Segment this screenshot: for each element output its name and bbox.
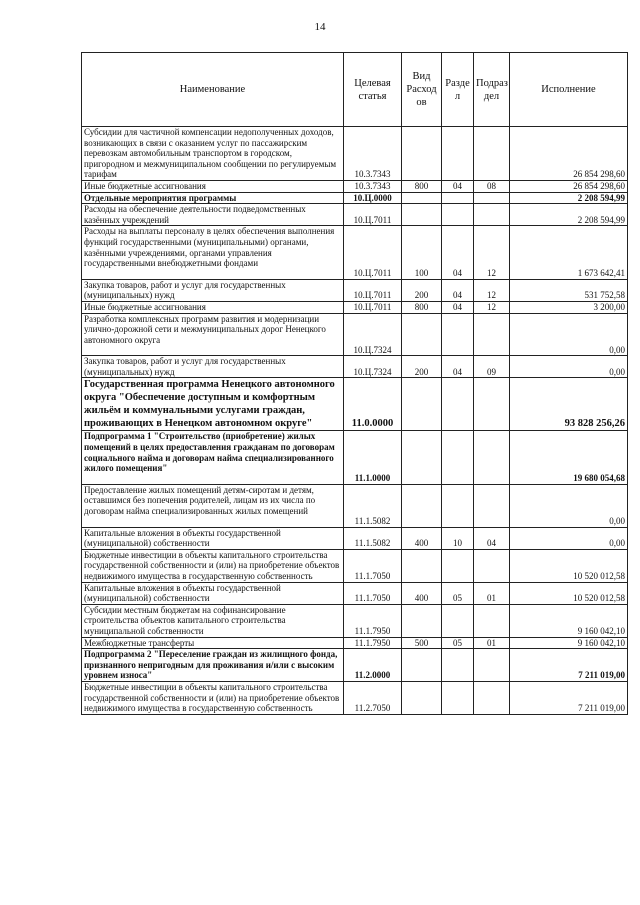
- cell-target: 11.2.7050: [344, 681, 402, 714]
- cell-target: 10.Ц.7011: [344, 301, 402, 313]
- cell-section: [442, 192, 474, 204]
- cell-target: 11.0.0000: [344, 378, 402, 431]
- cell-subsection: 01: [474, 582, 510, 604]
- cell-name: Иные бюджетные ассигнования: [82, 180, 344, 192]
- table-row: [82, 180, 628, 192]
- cell-section: [442, 204, 474, 226]
- header-section: Разде л: [442, 53, 474, 127]
- table-row: [82, 637, 628, 649]
- cell-subsection: [474, 313, 510, 356]
- cell-section: [442, 484, 474, 527]
- cell-name: Закупка товаров, работ и услуг для государственных (муниципальных) нужд: [82, 356, 344, 378]
- cell-expense: [402, 192, 442, 204]
- cell-subsection: [474, 681, 510, 714]
- cell-name: Предоставление жилых помещений детям-сиротам и детям, оставшимся без попечения родителей, лицам из их числа по договорам найма специализированных жилых помещений: [82, 484, 344, 527]
- cell-expense: [402, 378, 442, 431]
- cell-execution: 531 752,58: [510, 279, 628, 301]
- header-subsection: Подраз дел: [474, 53, 510, 127]
- cell-section: [442, 549, 474, 582]
- cell-subsection: 01: [474, 637, 510, 649]
- cell-expense: 800: [402, 180, 442, 192]
- cell-execution: 9 160 042,10: [510, 637, 628, 649]
- cell-target: 11.1.5082: [344, 484, 402, 527]
- cell-section: 04: [442, 279, 474, 301]
- cell-target: 10.Ц.7324: [344, 313, 402, 356]
- cell-name: Капитальные вложения в объекты государственной (муниципальной) собственности: [82, 582, 344, 604]
- cell-expense: [402, 484, 442, 527]
- cell-subsection: 09: [474, 356, 510, 378]
- cell-expense: 100: [402, 226, 442, 279]
- table-row: [82, 226, 628, 279]
- cell-name: Иные бюджетные ассигнования: [82, 301, 344, 313]
- cell-section: 05: [442, 582, 474, 604]
- cell-name: Бюджетные инвестиции в объекты капитального строительства государственной собственности и (или) на приобретение объектов недвижимого имущества в государственную собственность: [82, 681, 344, 714]
- cell-execution: 2 208 594,99: [510, 192, 628, 204]
- table-row: [82, 356, 628, 378]
- header-name: Наименование: [82, 53, 344, 127]
- cell-execution: 7 211 019,00: [510, 681, 628, 714]
- cell-target: 10.Ц.7011: [344, 279, 402, 301]
- cell-execution: 26 854 298,60: [510, 180, 628, 192]
- cell-execution: 1 673 642,41: [510, 226, 628, 279]
- cell-subsection: [474, 484, 510, 527]
- table-row: [82, 204, 628, 226]
- cell-expense: 200: [402, 356, 442, 378]
- cell-subsection: 12: [474, 301, 510, 313]
- header-target: Целевая статья: [344, 53, 402, 127]
- cell-subsection: [474, 549, 510, 582]
- cell-section: 04: [442, 356, 474, 378]
- cell-target: 11.1.7950: [344, 604, 402, 637]
- cell-section: [442, 127, 474, 181]
- cell-target: 10.Ц.7324: [344, 356, 402, 378]
- cell-target: 11.1.7950: [344, 637, 402, 649]
- cell-expense: 400: [402, 527, 442, 549]
- cell-execution: 19 680 054,68: [510, 431, 628, 484]
- table-row: [82, 431, 628, 484]
- cell-subsection: [474, 378, 510, 431]
- table-row: [82, 378, 628, 431]
- page-number: 14: [314, 21, 326, 33]
- cell-name: Бюджетные инвестиции в объекты капитального строительства государственной собственности и (или) на приобретение объектов недвижимого имущества в государственную собственность: [82, 549, 344, 582]
- cell-execution: 26 854 298,60: [510, 127, 628, 181]
- cell-expense: 400: [402, 582, 442, 604]
- cell-name: Подпрограмма 2 "Переселение граждан из жилищного фонда, признанного непригодным для проживания и/или с высоким уровнем износа": [82, 649, 344, 682]
- cell-section: 10: [442, 527, 474, 549]
- cell-target: 10.Ц.0000: [344, 192, 402, 204]
- cell-execution: 0,00: [510, 484, 628, 527]
- table-row: [82, 604, 628, 637]
- cell-target: 11.2.0000: [344, 649, 402, 682]
- cell-name: Государственная программа Ненецкого автономного округа "Обеспечение доступным и комфортным жильём и коммунальными услугами граждан, проживающих в Ненецком автономном округе": [82, 378, 344, 431]
- table-row: [82, 681, 628, 714]
- cell-subsection: [474, 649, 510, 682]
- cell-expense: 500: [402, 637, 442, 649]
- cell-execution: 0,00: [510, 356, 628, 378]
- cell-execution: 3 200,00: [510, 301, 628, 313]
- cell-expense: [402, 604, 442, 637]
- cell-name: Расходы на выплаты персоналу в целях обеспечения выполнения функций государственными (муниципальными) органами, казёнными учреждениями, органами управления государственными внебюджетными фондами: [82, 226, 344, 279]
- cell-subsection: 12: [474, 226, 510, 279]
- cell-section: [442, 313, 474, 356]
- cell-name: Отдельные мероприятия программы: [82, 192, 344, 204]
- table-row: [82, 484, 628, 527]
- cell-expense: [402, 204, 442, 226]
- cell-expense: 200: [402, 279, 442, 301]
- table-row: [82, 313, 628, 356]
- cell-subsection: [474, 127, 510, 181]
- table-row: [82, 527, 628, 549]
- cell-target: 11.1.7050: [344, 582, 402, 604]
- cell-subsection: 04: [474, 527, 510, 549]
- header-expense: Вид Расход ов: [402, 53, 442, 127]
- cell-target: 10.3.7343: [344, 127, 402, 181]
- cell-execution: 0,00: [510, 313, 628, 356]
- cell-execution: 2 208 594,99: [510, 204, 628, 226]
- header-execution: Исполнение: [510, 53, 628, 127]
- cell-expense: [402, 127, 442, 181]
- cell-subsection: [474, 604, 510, 637]
- cell-target: 10.Ц.7011: [344, 204, 402, 226]
- cell-expense: 800: [402, 301, 442, 313]
- cell-section: 05: [442, 637, 474, 649]
- cell-subsection: [474, 204, 510, 226]
- cell-name: Капитальные вложения в объекты государственной (муниципальной) собственности: [82, 527, 344, 549]
- cell-target: 11.1.7050: [344, 549, 402, 582]
- cell-target: 11.1.5082: [344, 527, 402, 549]
- cell-execution: 10 520 012,58: [510, 549, 628, 582]
- cell-subsection: [474, 192, 510, 204]
- cell-target: 11.1.0000: [344, 431, 402, 484]
- cell-section: 04: [442, 180, 474, 192]
- cell-name: Разработка комплексных программ развития и модернизации улично-дорожной сети и межмуниципальных дорог Ненецкого автономного округа: [82, 313, 344, 356]
- cell-target: 10.Ц.7011: [344, 226, 402, 279]
- table-row: [82, 582, 628, 604]
- table-header-row: [82, 53, 628, 127]
- cell-execution: 9 160 042,10: [510, 604, 628, 637]
- cell-section: [442, 431, 474, 484]
- cell-execution: 93 828 256,26: [510, 378, 628, 431]
- table-row: [82, 192, 628, 204]
- table-row: [82, 649, 628, 682]
- cell-name: Закупка товаров, работ и услуг для государственных (муниципальных) нужд: [82, 279, 344, 301]
- cell-name: Субсидии местным бюджетам на софинансирование строительства объектов капитального строительства муниципальной собственности: [82, 604, 344, 637]
- cell-name: Субсидии для частичной компенсации недополученных доходов, возникающих в связи с оказанием услуг по пассажирским перевозкам автомобильным транспортом в городском, пригородном и межмуниципальном сообщении по регулируемым тарифам: [82, 127, 344, 181]
- cell-expense: [402, 649, 442, 682]
- cell-name: Подпрограмма 1 "Строительство (приобретение) жилых помещений в целях предоставления гражданам по договорам социального найма и договорам найма специализированного жилого помещения": [82, 431, 344, 484]
- cell-execution: 0,00: [510, 527, 628, 549]
- cell-section: 04: [442, 226, 474, 279]
- cell-expense: [402, 431, 442, 484]
- cell-name: Расходы на обеспечение деятельности подведомственных казённых учреждений: [82, 204, 344, 226]
- cell-section: 04: [442, 301, 474, 313]
- cell-target: 10.3.7343: [344, 180, 402, 192]
- cell-execution: 10 520 012,58: [510, 582, 628, 604]
- table-row: [82, 301, 628, 313]
- cell-section: [442, 378, 474, 431]
- cell-name: Межбюджетные трансферты: [82, 637, 344, 649]
- cell-subsection: 12: [474, 279, 510, 301]
- cell-subsection: [474, 431, 510, 484]
- cell-expense: [402, 681, 442, 714]
- cell-subsection: 08: [474, 180, 510, 192]
- table-row: [82, 549, 628, 582]
- cell-execution: 7 211 019,00: [510, 649, 628, 682]
- table-row: [82, 127, 628, 181]
- cell-section: [442, 649, 474, 682]
- cell-section: [442, 681, 474, 714]
- cell-expense: [402, 313, 442, 356]
- cell-section: [442, 604, 474, 637]
- table-row: [82, 279, 628, 301]
- budget-table: [81, 52, 628, 715]
- cell-expense: [402, 549, 442, 582]
